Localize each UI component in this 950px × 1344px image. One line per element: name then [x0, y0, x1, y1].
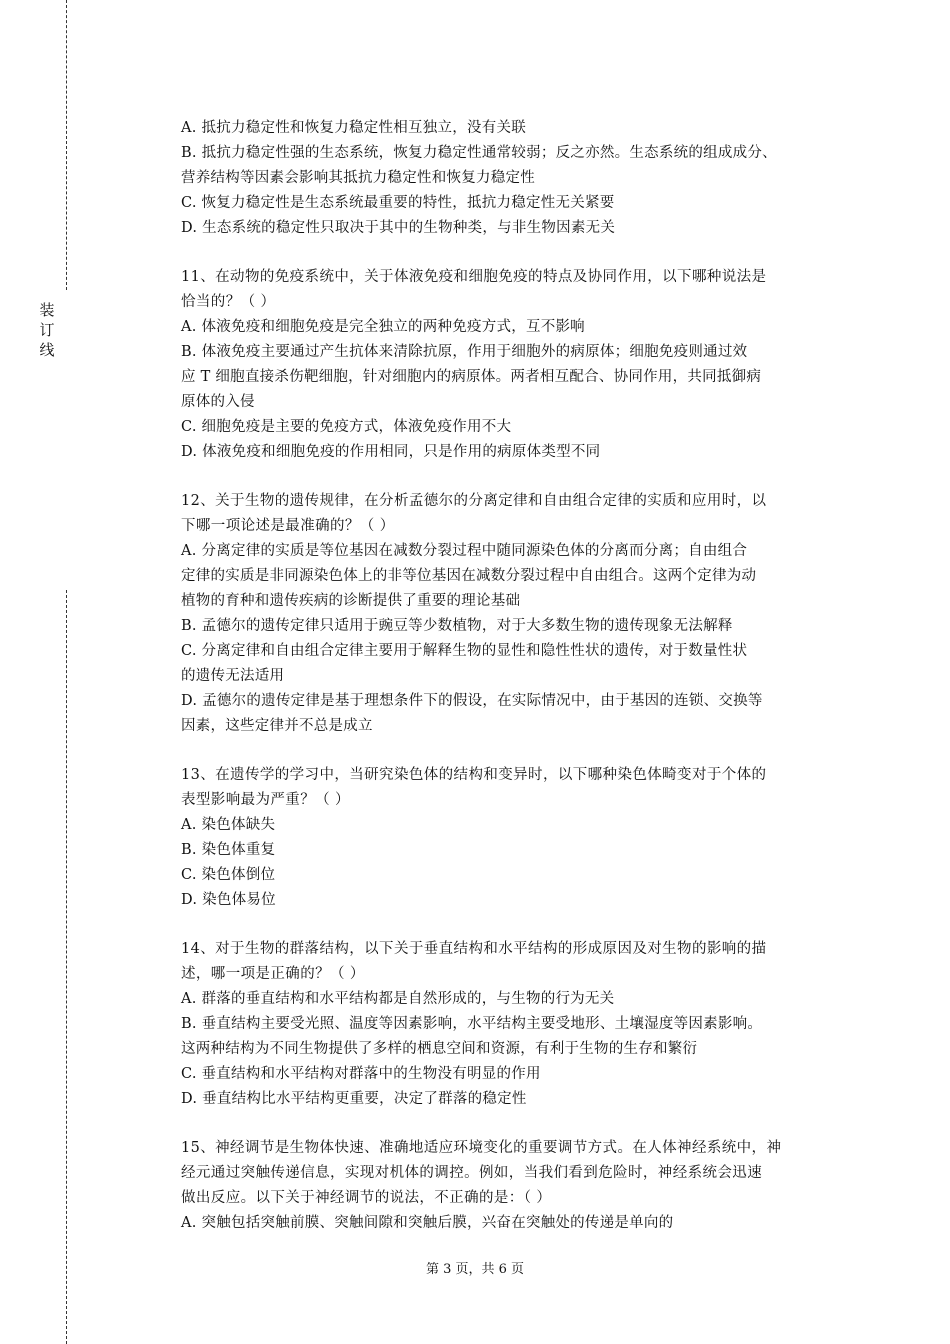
page-footer: 第 3 页，共 6 页 — [425, 1262, 525, 1277]
option-text-line: D. 孟德尔的遗传定律是基于理想条件下的假设，在实际情况中，由于基因的连锁、交换等 — [181, 693, 763, 709]
option-text-line: C. 垂直结构和水平结构对群落中的生物没有明显的作用 — [181, 1066, 541, 1082]
question-block — [181, 763, 846, 913]
option-text-line: A. 染色体缺失 — [181, 817, 276, 833]
option-text-line: 因素，这些定律并不总是成立 — [181, 718, 373, 734]
option-text-line: D. 体液免疫和细胞免疫的作用相同，只是作用的病原体类型不同 — [181, 444, 601, 460]
option — [181, 315, 846, 340]
option — [181, 863, 846, 888]
binding-label-char: 订 — [39, 321, 55, 339]
option — [181, 639, 846, 689]
option-text-line: 营养结构等因素会影响其抵抗力稳定性和恢复力稳定性 — [181, 170, 535, 186]
option — [181, 415, 846, 440]
question-stem-line: 下哪一项论述是最准确的？（ ） — [181, 518, 395, 534]
option — [181, 141, 846, 191]
question-stem-line: 15、神经调节是生物体快速、准确地适应环境变化的重要调节方式。在人体神经系统中，神 — [181, 1140, 782, 1156]
option — [181, 440, 846, 465]
option — [181, 689, 846, 739]
question-stem — [181, 265, 846, 315]
option — [181, 813, 846, 838]
question-stem-line: 述，哪一项是正确的？（ ） — [181, 966, 365, 982]
question-block — [181, 489, 846, 739]
option — [181, 614, 846, 639]
option — [181, 340, 846, 415]
option-text-line: B. 孟德尔的遗传定律只适用于豌豆等少数植物，对于大多数生物的遗传现象无法解释 — [181, 618, 733, 634]
option-text-line: 定律的实质是非同源染色体上的非等位基因在减数分裂过程中自由组合。这两个定律为动 — [181, 568, 757, 584]
option-text-line: B. 抵抗力稳定性强的生态系统，恢复力稳定性通常较弱；反之亦然。生态系统的组成成分、 — [181, 145, 777, 161]
question-stem-line: 表型影响最为严重？（ ） — [181, 792, 350, 808]
option-text-line: D. 垂直结构比水平结构更重要，决定了群落的稳定性 — [181, 1091, 527, 1107]
option-text-line: 的遗传无法适用 — [181, 668, 285, 684]
option-text-line: A. 体液免疫和细胞免疫是完全独立的两种免疫方式，互不影响 — [181, 319, 585, 335]
option-text-line: C. 细胞免疫是主要的免疫方式，体液免疫作用不大 — [181, 419, 512, 435]
question-spacer — [181, 465, 846, 489]
continued-options — [181, 116, 846, 241]
binding-dashed-line-top — [66, 0, 67, 290]
question-stem-line: 经元通过突触传递信息，实现对机体的调控。例如，当我们看到危险时，神经系统会迅速 — [181, 1165, 763, 1181]
option — [181, 191, 846, 216]
option-text-line: 原体的入侵 — [181, 394, 255, 410]
option — [181, 987, 846, 1012]
option — [181, 1062, 846, 1087]
option-text-line: C. 分离定律和自由组合定律主要用于解释生物的显性和隐性性状的遗传，对于数量性状 — [181, 643, 748, 659]
option — [181, 1087, 846, 1112]
option-text-line: C. 恢复力稳定性是生态系统最重要的特性，抵抗力稳定性无关紧要 — [181, 195, 615, 211]
question-stem-line: 12、关于生物的遗传规律，在分析孟德尔的分离定律和自由组合定律的实质和应用时，以 — [181, 493, 767, 509]
question-stem — [181, 763, 846, 813]
option-text-line: B. 体液免疫主要通过产生抗体来清除抗原，作用于细胞外的病原体；细胞免疫则通过效 — [181, 344, 748, 360]
question-block — [181, 1136, 846, 1236]
option — [181, 216, 846, 241]
option — [181, 116, 846, 141]
question-stem-line: 恰当的？（ ） — [181, 294, 276, 310]
option-text-line: 应 T 细胞直接杀伤靶细胞，针对细胞内的病原体。两者相互配合、协同作用，共同抵御病 — [181, 369, 762, 385]
question-block — [181, 265, 846, 465]
option-text-line: A. 抵抗力稳定性和恢复力稳定性相互独立，没有关联 — [181, 120, 526, 136]
exam-content — [181, 116, 846, 1236]
option-text-line: B. 垂直结构主要受光照、温度等因素影响，水平结构主要受地形、土壤湿度等因素影响。 — [181, 1016, 763, 1032]
option-text-line: 这两种结构为不同生物提供了多样的栖息空间和资源，有利于生物的生存和繁衍 — [181, 1041, 698, 1057]
question-stem — [181, 1136, 846, 1211]
option-text-line: 植物的育种和遗传疾病的诊断提供了重要的理论基础 — [181, 593, 521, 609]
question-spacer — [181, 1112, 846, 1136]
option-text-line: A. 群落的垂直结构和水平结构都是自然形成的，与生物的行为无关 — [181, 991, 615, 1007]
option-text-line: B. 染色体重复 — [181, 842, 276, 858]
option — [181, 838, 846, 863]
option-text-line: A. 突触包括突触前膜、突触间隙和突触后膜，兴奋在突触处的传递是单向的 — [181, 1215, 674, 1231]
option — [181, 888, 846, 913]
question-stem — [181, 937, 846, 987]
question-stem-line: 14、对于生物的群落结构，以下关于垂直结构和水平结构的形成原因及对生物的影响的描 — [181, 941, 767, 957]
option — [181, 1211, 846, 1236]
question-stem-line: 11、在动物的免疫系统中，关于体液免疫和细胞免疫的特点及协同作用，以下哪种说法是 — [181, 269, 767, 285]
question-block — [181, 937, 846, 1112]
question-spacer — [181, 913, 846, 937]
question-stem-line: 13、在遗传学的学习中，当研究染色体的结构和变异时，以下哪种染色体畸变对于个体的 — [181, 767, 767, 783]
option-text-line: A. 分离定律的实质是等位基因在减数分裂过程中随同源染色体的分离而分离；自由组合 — [181, 543, 748, 559]
option-text-line: D. 染色体易位 — [181, 892, 276, 908]
question-spacer — [181, 241, 846, 265]
option-text-line: D. 生态系统的稳定性只取决于其中的生物种类，与非生物因素无关 — [181, 220, 616, 236]
question-stem-line: 做出反应。以下关于神经调节的说法，不正确的是：（ ） — [181, 1190, 552, 1206]
question-stem — [181, 489, 846, 539]
question-spacer — [181, 739, 846, 763]
binding-label-char: 线 — [39, 341, 55, 359]
binding-label-char: 装 — [39, 301, 55, 319]
binding-dashed-line-bottom — [66, 590, 67, 1344]
option — [181, 539, 846, 614]
option-text-line: C. 染色体倒位 — [181, 867, 276, 883]
option — [181, 1012, 846, 1062]
binding-line-label — [36, 300, 58, 360]
